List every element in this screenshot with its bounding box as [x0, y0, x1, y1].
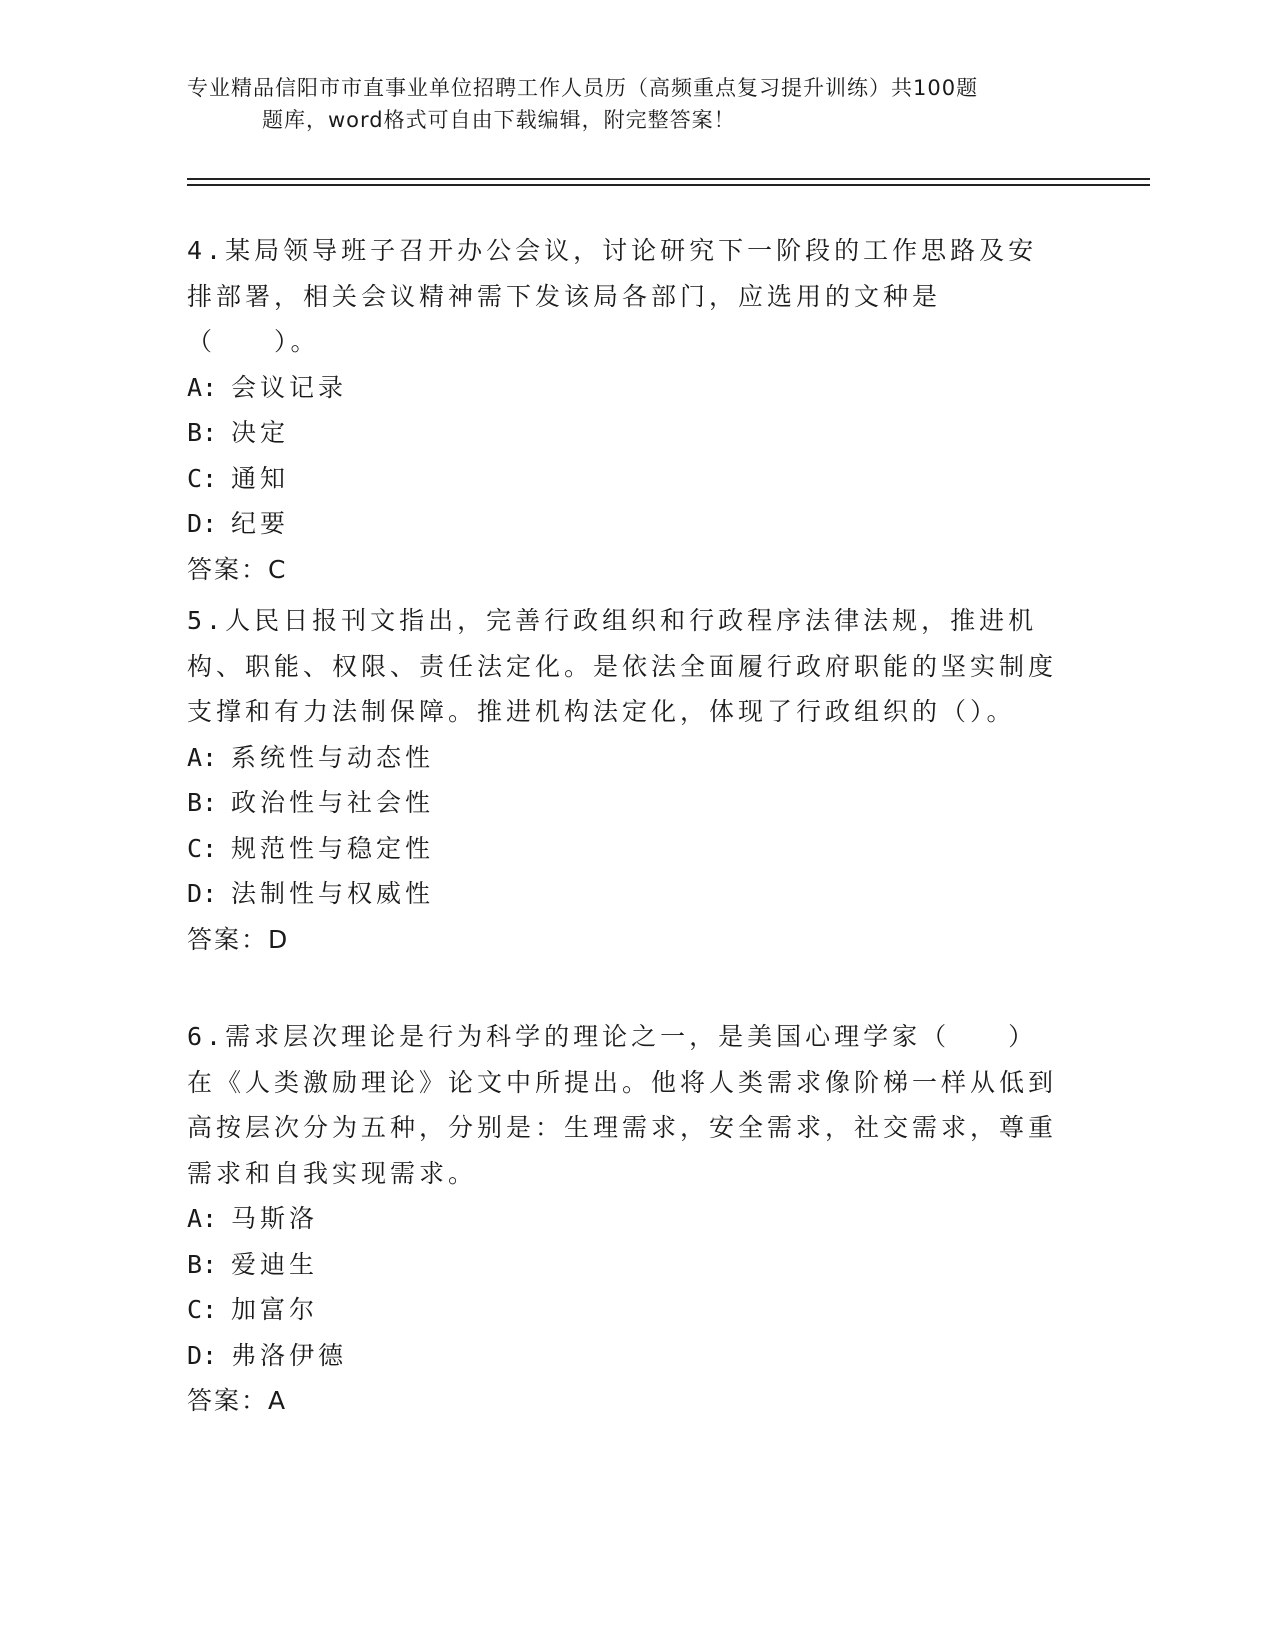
option-text: 纪要 [231, 509, 290, 538]
header-title-line2: 题库，word格式可自由下载编辑，附完整答案！ [262, 108, 736, 132]
option-b [187, 780, 1057, 826]
option-d [187, 501, 1057, 547]
option-text: 法制性与权威性 [231, 879, 435, 908]
option-text: 马斯洛 [231, 1204, 319, 1233]
document-header [187, 72, 1087, 136]
answer-line: 答案：A [187, 1386, 288, 1415]
question-4 [187, 228, 1057, 592]
option-b [187, 410, 1057, 456]
header-title-line1: 专业精品信阳市市直事业单位招聘工作人员历（高频重点复习提升训练）共100题 [187, 76, 979, 100]
option-text: 政治性与社会性 [231, 788, 435, 817]
option-key: B: [187, 1249, 218, 1279]
question-text: 5.人民日报刊文指出，完善行政组织和行政程序法律法规，推进机构、职能、权限、责任法定化。是依法全面履行政府职能的坚实制度支撑和有力法制保障。推进机构法定化，体现了行政组织的（）。 [187, 606, 1058, 726]
option-a [187, 1196, 1057, 1242]
header-divider-bottom [187, 184, 1150, 186]
header-divider-top [187, 178, 1150, 180]
question-text: 6.需求层次理论是行为科学的理论之一，是美国心理学家（ ）在《人类激励理论》论文中所提出。他将人类需求像阶梯一样从低到高按层次分为五种，分别是：生理需求，安全需求，社交需求，尊重需求和自我实现需求。 [187, 1022, 1058, 1188]
question-text: 4.某局领导班子召开办公会议，讨论研究下一阶段的工作思路及安排部署，相关会议精神需下发该局各部门，应选用的文种是（ ）。 [187, 236, 1038, 356]
option-text: 决定 [231, 418, 290, 447]
option-key: C: [187, 1295, 218, 1324]
option-text: 加富尔 [231, 1295, 319, 1324]
option-key: D: [187, 1340, 218, 1370]
option-b [187, 1242, 1057, 1288]
option-a [187, 735, 1057, 781]
question-5 [187, 598, 1057, 962]
option-key: A: [187, 742, 218, 772]
option-key: C: [187, 463, 218, 493]
option-key: A: [187, 1204, 218, 1233]
option-a [187, 365, 1057, 411]
option-key: D: [187, 879, 218, 908]
option-text: 系统性与动态性 [231, 742, 435, 772]
option-key: C: [187, 833, 218, 863]
option-d [187, 871, 1057, 917]
option-text: 弗洛伊德 [231, 1340, 348, 1370]
option-c [187, 456, 1057, 502]
option-d [187, 1333, 1057, 1379]
option-text: 通知 [231, 463, 290, 493]
option-key: B: [187, 418, 218, 447]
option-c [187, 1287, 1057, 1333]
option-text: 规范性与稳定性 [231, 833, 435, 863]
answer-line: 答案：C [187, 554, 288, 584]
option-key: D: [187, 509, 218, 538]
option-text: 爱迪生 [231, 1249, 319, 1279]
option-text: 会议记录 [231, 372, 348, 402]
answer-line: 答案：D [187, 924, 290, 954]
option-c [187, 826, 1057, 872]
option-key: B: [187, 788, 218, 817]
option-key: A: [187, 372, 218, 402]
question-6 [187, 1014, 1057, 1424]
